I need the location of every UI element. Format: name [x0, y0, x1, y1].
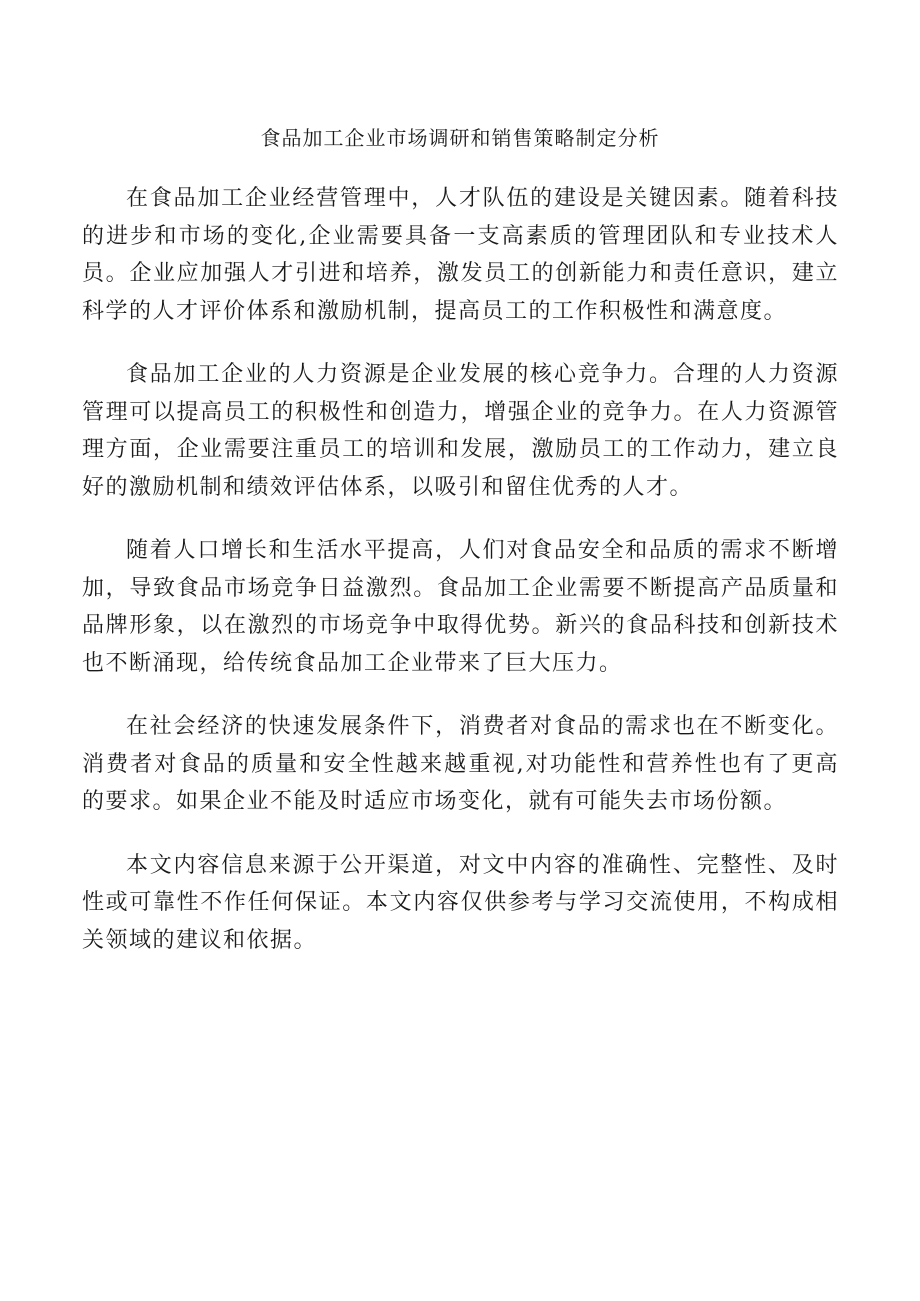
document-body	[82, 180, 839, 985]
paragraph-disclaimer: 本文内容信息来源于公开渠道，对文中内容的准确性、完整性、及时性或可靠性不作任何保证。本文内容仅供参考与学习交流使用，不构成相关领域的建议和依据。	[82, 852, 839, 953]
paragraph-talent-team: 在食品加工企业经营管理中，人才队伍的建设是关键因素。随着科技的进步和市场的变化,企业需要具备一支高素质的管理团队和专业技术人员。企业应加强人才引进和培养，激发员工的创新能力和责任意识，建立科学的人才评价体系和激励机制，提高员工的工作积极性和满意度。	[82, 186, 839, 324]
document-title: 食品加工企业市场调研和销售策略制定分析	[260, 126, 660, 150]
paragraph-consumer-demand: 在社会经济的快速发展条件下，消费者对食品的需求也在不断变化。消费者对食品的质量和安全性越来越重视,对功能性和营养性也有了更高的要求。如果企业不能及时适应市场变化，就有可能失去市场份额。	[82, 714, 839, 814]
paragraph-human-resources: 食品加工企业的人力资源是企业发展的核心竞争力。合理的人力资源管理可以提高员工的积极性和创造力，增强企业的竞争力。在人力资源管理方面，企业需要注重员工的培训和发展，激励员工的工作动力，建立良好的激励机制和绩效评估体系，以吸引和留住优秀的人才。	[82, 362, 839, 500]
paragraph-market-competition: 随着人口增长和生活水平提高，人们对食品安全和品质的需求不断增加，导致食品市场竞争日益激烈。食品加工企业需要不断提高产品质量和品牌形象，以在激烈的市场竞争中取得优势。新兴的食品科技和创新技术也不断涌现，给传统食品加工企业带来了巨大压力。	[82, 538, 839, 676]
